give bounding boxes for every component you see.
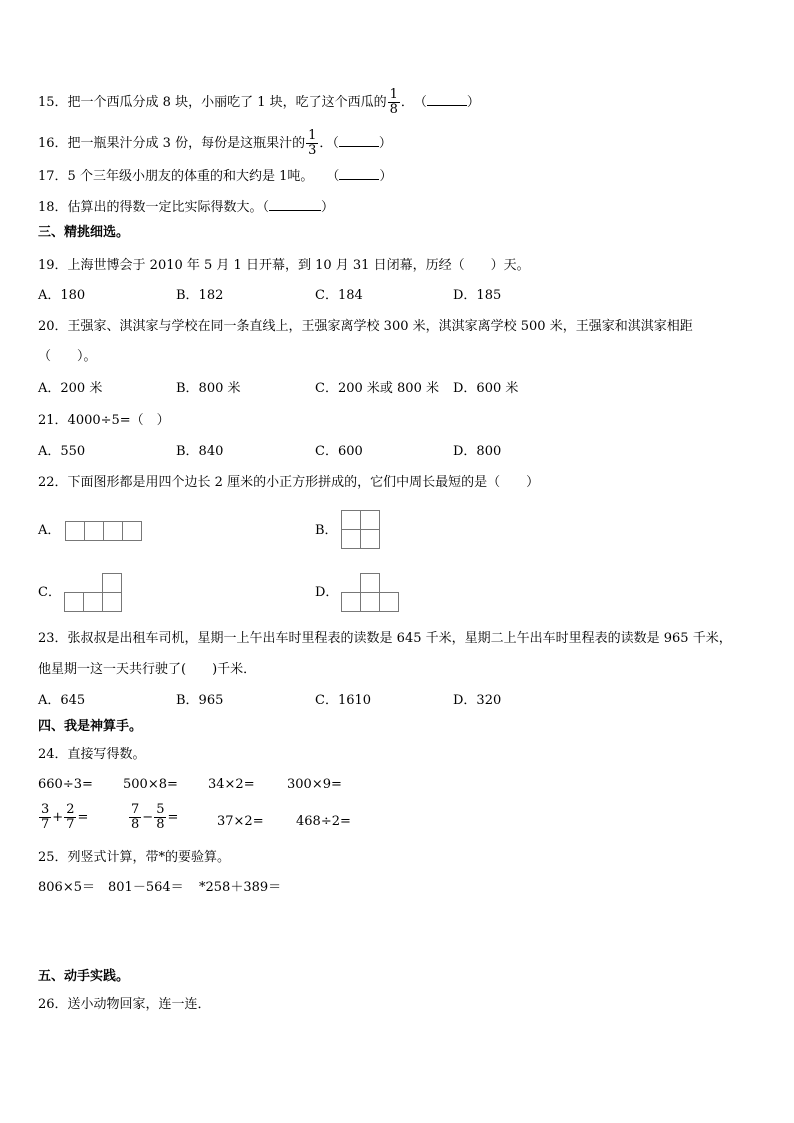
calc-item: 300×9= — [287, 777, 342, 792]
fraction: $\frac{1}{8}$ — [389, 87, 398, 117]
option-c[interactable]: C．200 米或 800 米 — [315, 381, 439, 396]
answer-blank[interactable] — [339, 166, 379, 180]
option-a[interactable]: A．180 — [38, 288, 86, 303]
calc-item: 660÷3= — [38, 777, 93, 792]
calc-item: *258＋389＝ — [199, 880, 282, 895]
option-c[interactable]: C．600 — [315, 444, 363, 459]
option-a[interactable]: A．200 米 — [38, 381, 103, 396]
option-b[interactable]: B．965 — [176, 693, 224, 708]
option-c[interactable]: C．184 — [315, 288, 363, 303]
option-d-label[interactable]: D． — [315, 585, 339, 600]
option-c[interactable]: C．1610 — [315, 693, 372, 708]
option-d[interactable]: D．320 — [453, 693, 502, 708]
question-17: 17．5 个三年级小朋友的体重的和大约是 1吨。 （ ） — [38, 166, 392, 186]
section-heading-3: 三、精挑细选。 — [38, 225, 130, 240]
question-22: 22．下面图形都是用四个边长 2 厘米的小正方形拼成的，它们中周长最短的是（ ） — [38, 475, 540, 490]
fraction-calc-1: $\frac{3}{7}$ + $\frac{2}{7}$ = — [41, 802, 89, 832]
question-26: 26．送小动物回家，连一连． — [38, 997, 211, 1012]
question-20-line-2: （ ）。 — [38, 349, 97, 364]
question-23-line-1: 23．张叔叔是出租车司机，星期一上午出车时里程表的读数是 645 千米，星期二上午出车时里程表的读数是 965 千米， — [38, 631, 732, 646]
figure-c-l-shape — [64, 573, 122, 613]
question-21: 21．4000÷5=（ ） — [38, 413, 170, 428]
section-heading-5: 五、动手实践。 — [38, 969, 130, 984]
option-d[interactable]: D．600 米 — [453, 381, 519, 396]
answer-blank[interactable] — [427, 92, 467, 106]
option-b[interactable]: B．800 米 — [176, 381, 241, 396]
question-16: 16．把一瓶果汁分成 3 份，每份是这瓶果汁的 $\frac{1}{3}$ ．（ ） — [38, 128, 392, 158]
question-25: 25．列竖式计算，带*的要验算。 — [38, 850, 231, 865]
question-24: 24．直接写得数。 — [38, 747, 146, 762]
question-20-line-1: 20．王强家、淇淇家与学校在同一条直线上，王强家离学校 300 米，淇淇家离学校 500 米，王强家和淇淇家相距 — [38, 319, 693, 334]
calc-item: 806×5＝ — [38, 880, 95, 895]
fraction: $\frac{1}{3}$ — [308, 128, 317, 158]
calc-item: 34×2= — [208, 777, 255, 792]
fraction-calc-2: $\frac{7}{8}$ − $\frac{5}{8}$ = — [131, 802, 179, 832]
option-a[interactable]: A．645 — [38, 693, 86, 708]
answer-blank[interactable] — [339, 133, 379, 147]
calc-item: 468÷2= — [296, 814, 351, 829]
option-b[interactable]: B．182 — [176, 288, 224, 303]
question-15: 15．把一个西瓜分成 8 块，小丽吃了 1 块，吃了这个西瓜的 $\frac{1}{8}$ ． （ ） — [38, 87, 480, 117]
option-b[interactable]: B．840 — [176, 444, 224, 459]
question-19: 19．上海世博会于 2010 年 5 月 1 日开幕，到 10 月 31 日闭幕，历经（ ）天。 — [38, 258, 530, 273]
figure-d-t-shape — [341, 573, 399, 613]
answer-blank[interactable] — [269, 197, 321, 211]
option-d[interactable]: D．185 — [453, 288, 502, 303]
option-d[interactable]: D．800 — [453, 444, 502, 459]
figure-b-two-by-two-square — [341, 510, 381, 550]
calc-item: 801－564＝ — [108, 880, 184, 895]
option-c-label[interactable]: C． — [38, 585, 61, 600]
question-18: 18．估算出的得数一定比实际得数大。（ ） — [38, 197, 334, 217]
option-b-label[interactable]: B． — [315, 523, 338, 538]
calc-item: 500×8= — [123, 777, 178, 792]
option-a[interactable]: A．550 — [38, 444, 86, 459]
option-a-label[interactable]: A． — [38, 523, 61, 538]
section-heading-4: 四、我是神算手。 — [38, 719, 143, 734]
question-23-line-2: 他星期一这一天共行驶了( )千米． — [38, 662, 257, 677]
figure-a-four-squares-in-row — [65, 521, 143, 541]
calc-item: 37×2= — [217, 814, 264, 829]
